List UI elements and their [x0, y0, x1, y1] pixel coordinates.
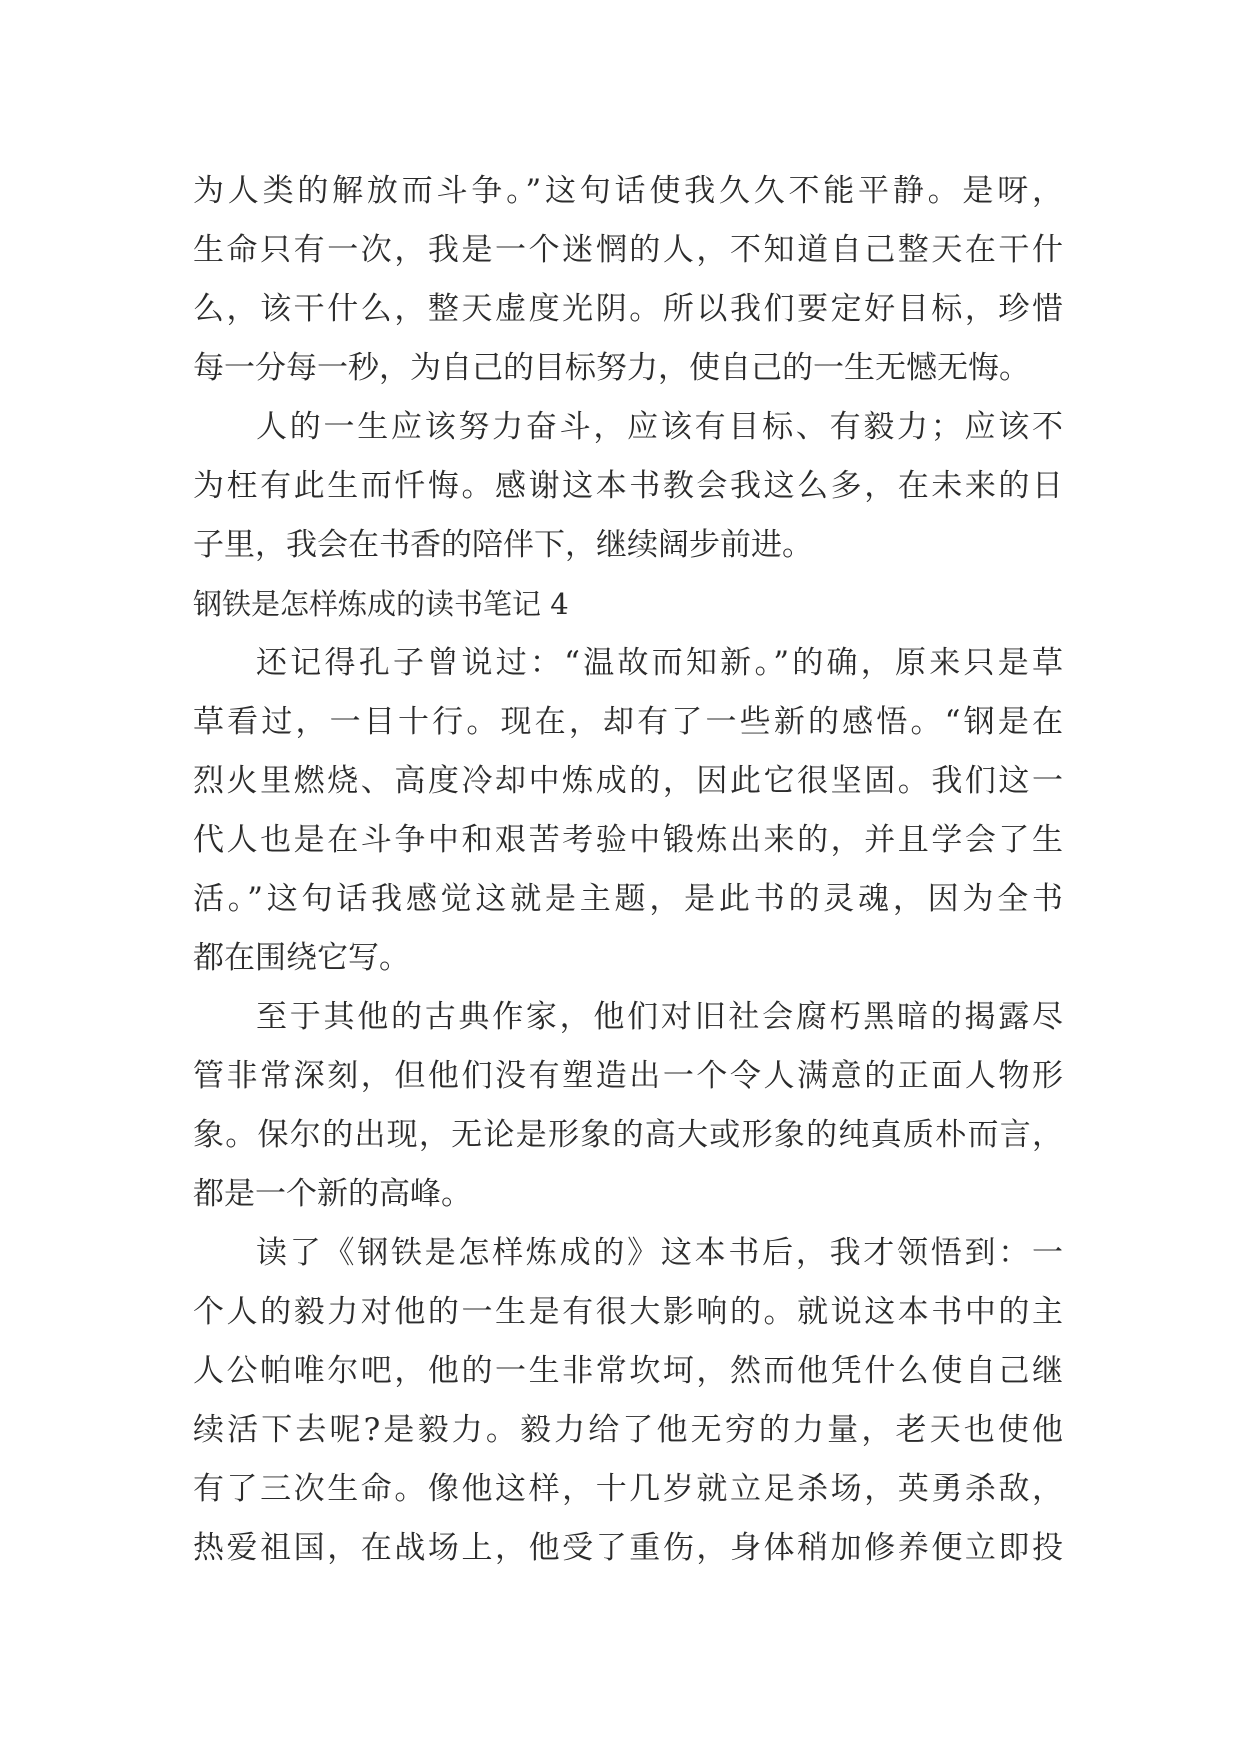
text-line: 管非常深刻，但他们没有塑造出一个令人满意的正面人物形	[193, 1058, 1063, 1094]
text-line: 续活下去呢?是毅力。毅力给了他无穷的力量，老天也使他	[193, 1412, 1063, 1448]
text-line: 么，该干什么，整天虚度光阴。所以我们要定好目标，珍惜	[193, 291, 1063, 327]
text-line: 有了三次生命。像他这样，十几岁就立足杀场，英勇杀敌，	[193, 1471, 1063, 1507]
text-line: 至于其他的古典作家，他们对旧社会腐朽黑暗的揭露尽	[256, 999, 1063, 1035]
text-line: 每一分每一秒，为自己的目标努力，使自己的一生无憾无悔。	[193, 350, 1030, 386]
text-line: 生命只有一次，我是一个迷惘的人，不知道自己整天在干什	[193, 232, 1063, 268]
document-body	[193, 162, 1063, 1578]
text-line: 还记得孔子曾说过：“温故而知新。”的确，原来只是草	[256, 645, 1063, 681]
paragraph	[193, 162, 1063, 398]
paragraph	[193, 1224, 1063, 1578]
text-line: 烈火里燃烧、高度冷却中炼成的，因此它很坚固。我们这一	[193, 763, 1063, 799]
text-line: 草看过，一目十行。现在，却有了一些新的感悟。“钢是在	[193, 704, 1063, 740]
text-line: 为人类的解放而斗争。”这句话使我久久不能平静。是呀，	[193, 173, 1063, 209]
text-line: 为枉有此生而忏悔。感谢这本书教会我这么多，在未来的日	[193, 468, 1063, 504]
text-line: 代人也是在斗争中和艰苦考验中锻炼出来的，并且学会了生	[193, 822, 1063, 858]
text-line: 人的一生应该努力奋斗，应该有目标、有毅力；应该不	[256, 409, 1063, 445]
paragraph	[193, 634, 1063, 988]
text-line: 都是一个新的高峰。	[193, 1176, 472, 1212]
text-line: 象。保尔的出现，无论是形象的高大或形象的纯真质朴而言，	[193, 1117, 1063, 1153]
text-line: 个人的毅力对他的一生是有很大影响的。就说这本书中的主	[193, 1294, 1063, 1330]
text-line: 都在围绕它写。	[193, 940, 410, 976]
text-line: 人公帕唯尔吧，他的一生非常坎坷，然而他凭什么使自己继	[193, 1353, 1063, 1389]
paragraph	[193, 988, 1063, 1224]
paragraph	[193, 398, 1063, 575]
text-line: 热爱祖国，在战场上，他受了重伤，身体稍加修养便立即投	[193, 1530, 1063, 1566]
text-line: 活。”这句话我感觉这就是主题，是此书的灵魂，因为全书	[193, 881, 1063, 917]
text-line: 读了《钢铁是怎样炼成的》这本书后，我才领悟到：一	[256, 1235, 1063, 1271]
section-heading: 钢铁是怎样炼成的读书笔记 4	[193, 587, 569, 621]
text-line: 子里，我会在书香的陪伴下，继续阔步前进。	[193, 527, 813, 563]
